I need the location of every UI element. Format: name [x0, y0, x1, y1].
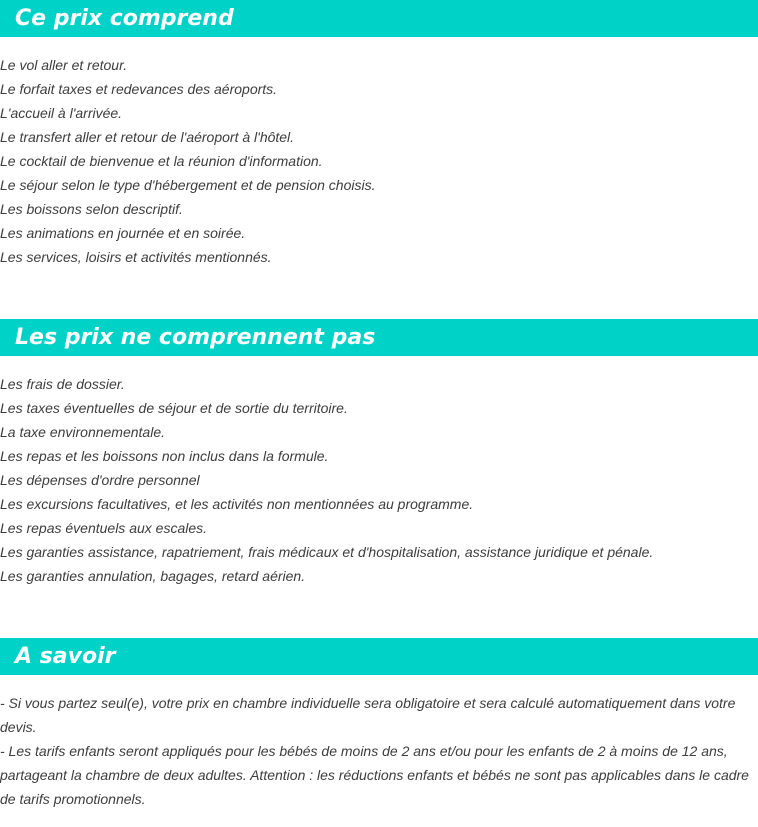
- included-list: [0, 53, 758, 269]
- list-item: L'accueil à l'arrivée.: [0, 105, 123, 121]
- list-item: Le vol aller et retour.: [0, 57, 128, 73]
- section-header-excluded: Les prix ne comprennent pas: [0, 319, 758, 356]
- list-item: Les repas et les boissons non inclus dans la formule.: [0, 448, 329, 464]
- section-header-included: Ce prix comprend: [0, 0, 758, 37]
- list-item: Le cocktail de bienvenue et la réunion d'information.: [0, 153, 323, 169]
- list-item: Le séjour selon le type d'hébergement et de pension choisis.: [0, 177, 376, 193]
- list-item: Les repas éventuels aux escales.: [0, 520, 208, 536]
- list-item: Les excursions facultatives, et les activités non mentionnées au programme.: [0, 496, 474, 512]
- list-item: Les garanties annulation, bagages, retard aérien.: [0, 568, 306, 584]
- list-item: Les animations en journée et en soirée.: [0, 225, 246, 241]
- info-paragraph-child-rates: - Les tarifs enfants seront appliqués pour les bébés de moins de 2 ans et/ou pour les enfants de 2 à moins de 12 ans, partageant la chambre de deux adultes. Attention : les réductions enfants et bébés ne sont pas applicables dans le cadre de tarifs promotionnels.: [0, 743, 749, 807]
- info-paragraph-single-traveler: - Si vous partez seul(e), votre prix en chambre individuelle sera obligatoire et sera calculé automatiquement dans votre devis.: [0, 695, 736, 735]
- list-item: Les taxes éventuelles de séjour et de sortie du territoire.: [0, 400, 348, 416]
- list-item: Les dépenses d'ordre personnel: [0, 472, 200, 488]
- list-item: Le transfert aller et retour de l'aéroport à l'hôtel.: [0, 129, 295, 145]
- list-item: Les services, loisirs et activités mentionnés.: [0, 249, 272, 265]
- excluded-list: [0, 372, 758, 588]
- list-item: La taxe environnementale.: [0, 424, 165, 440]
- list-item: Les boissons selon descriptif.: [0, 201, 183, 217]
- list-item: Les garanties assistance, rapatriement, frais médicaux et d'hospitalisation, assistance juridique et pénale.: [0, 544, 654, 560]
- list-item: Le forfait taxes et redevances des aéroports.: [0, 81, 278, 97]
- section-header-to-know: A savoir: [0, 638, 758, 675]
- list-item: Les frais de dossier.: [0, 376, 125, 392]
